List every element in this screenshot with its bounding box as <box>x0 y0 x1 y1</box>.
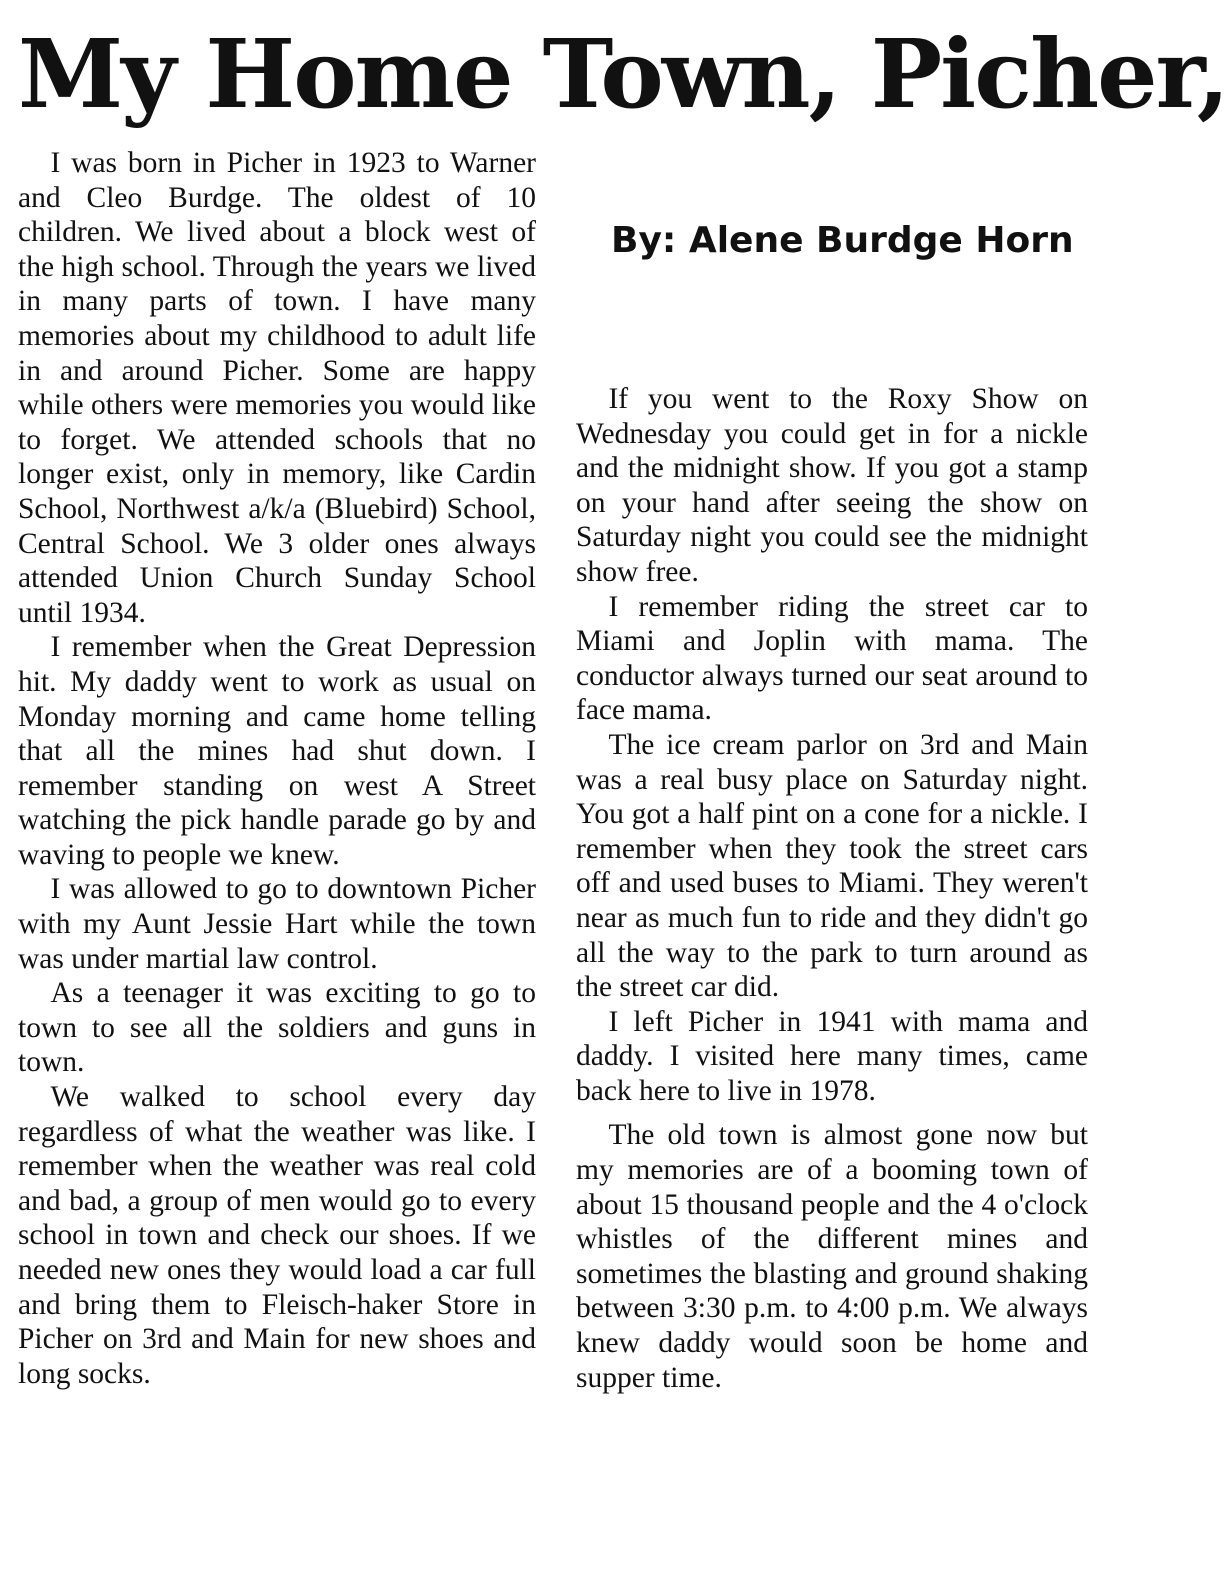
paragraph-birth: I was born in Picher in 1923 to Warner and Cleo Burdge. The oldest of 10 children. We lived about a block west of the high school. Through the years we lived in many parts of town. I have many memories about my childhood to adult life in and around Picher. Some are happy while others were memories you would like to forget. We attended schools that no longer exist, only in memory, like Cardin School, Northwest a/k/a (Bluebird) School, Central School. We 3 older ones always attended Union Church Sunday School until 1934. <box>18 147 536 629</box>
paragraph-ice-cream: The ice cream parlor on 3rd and Main was a real busy place on Saturday night. You got a half pint on a cone for a nickle. I remember when they took the street cars off and used buses to Miami. They weren't near as much fun to ride and they didn't go all the way to the park to turn around as the street car did. <box>576 728 1088 1004</box>
paragraph-depression: I remember when the Great Depression hit. My daddy went to work as usual on Monday morning and came home telling that all the mines had shut down. I remember standing on west A Street watching the pick handle parade go by and waving to people we knew. <box>18 631 536 871</box>
headline: My Home Town, Picher, <box>18 19 1228 130</box>
paragraph-school-shoes: We walked to school every day regardless of what the weather was like. I remember when the weather was real cold and bad, a group of men would go to every school in town and check our shoes. If we needed new ones they would load a car full and bring them to Fleisch-haker Store in Picher on 3rd and Main for new shoes and long socks. <box>18 1081 536 1390</box>
paragraph-martial-law: I was allowed to go to downtown Picher with my Aunt Jessie Hart while the town was under martial law control. <box>18 873 536 975</box>
paragraph-street-car: I remember riding the street car to Miami and Joplin with mama. The conductor always turned our seat around to face mama. <box>576 590 1088 727</box>
paragraph-teenager: As a teenager it was exciting to go to town to see all the soldiers and guns in town. <box>18 977 536 1079</box>
paragraph-old-town: The old town is almost gone now but my memories are of a booming town of about 15 thousand people and the 4 o'clock whistles of the different mines and sometimes the blasting and ground shaking between 3:30 p.m. to 4:00 p.m. We always knew daddy would soon be home and supper time. <box>576 1119 1088 1394</box>
paragraph-left-picher: I left Picher in 1941 with mama and daddy. I visited here many times, came back here to live in 1978. <box>576 1005 1088 1107</box>
right-column <box>576 382 1088 1395</box>
byline: By: Alene Burdge Horn <box>611 220 1074 261</box>
left-column <box>18 146 536 1391</box>
paragraph-roxy-show: If you went to the Roxy Show on Wednesday you could get in for a nickle and the midnight show. If you got a stamp on your hand after seeing the show on Saturday night you could see the midnight show free. <box>576 383 1088 588</box>
